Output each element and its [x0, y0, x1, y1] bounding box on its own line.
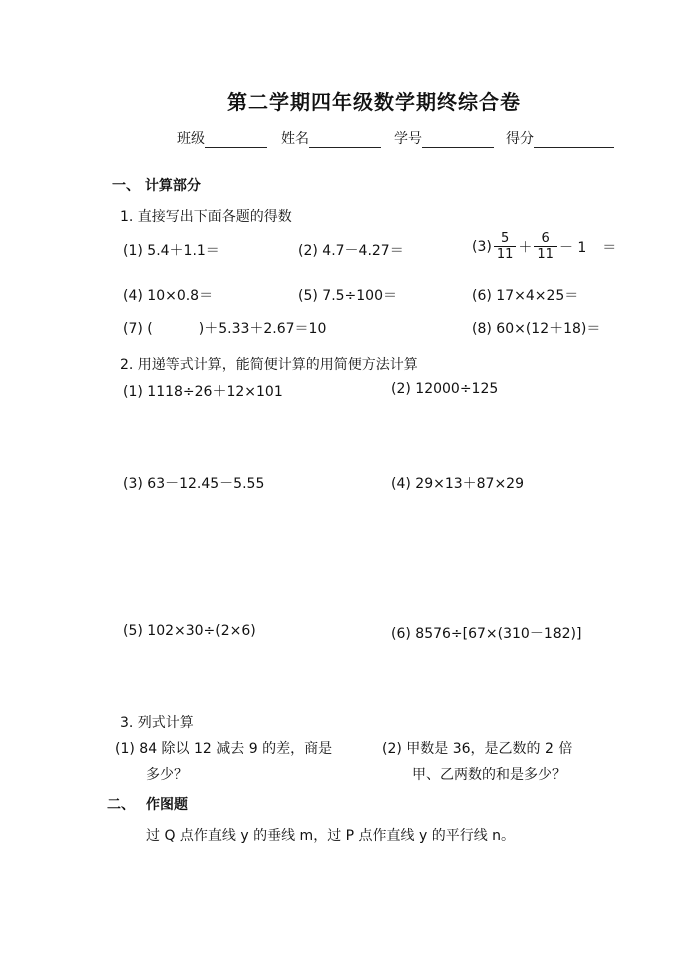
- student-id-blank[interactable]: [422, 133, 494, 148]
- p1-3: [472, 231, 616, 262]
- name-label: 姓名: [281, 131, 309, 147]
- section1-heading: 一、 计算部分: [112, 178, 201, 194]
- fraction-denominator: 11: [534, 246, 557, 262]
- p1-3-tail: － 1: [558, 239, 587, 256]
- exam-title: 第二学期四年级数学期终综合卷: [227, 90, 521, 114]
- p1-3-label: (3): [472, 238, 492, 255]
- p1-7: [123, 318, 326, 338]
- p1-7-rest: )＋5.33＋2.67＝10: [198, 321, 327, 337]
- part1-heading: 1. 直接写出下面各题的得数: [120, 209, 292, 225]
- part2-heading: 2. 用递等式计算，能简便计算的用简便方法计算: [120, 357, 418, 373]
- fraction-numerator: 5: [500, 231, 510, 246]
- p2-1: (1) 1118÷26＋12×101: [123, 384, 283, 400]
- p1-3-equals: ＝: [602, 239, 617, 256]
- p3-2-line2: 甲、乙两数的和是多少？: [412, 767, 566, 783]
- p3-1-line2: 多少？: [146, 767, 188, 783]
- p3-2-line1: (2) 甲数是 36，是乙数的 2 倍: [382, 741, 573, 757]
- p1-1: (1) 5.4＋1.1＝: [123, 243, 220, 259]
- p1-6: (6) 17×4×25＝: [472, 288, 579, 304]
- p2-3: (3) 63－12.45－5.55: [123, 476, 265, 492]
- p3-1-line1: (1) 84 除以 12 减去 9 的差，商是: [115, 741, 333, 757]
- p2-5: (5) 102×30÷(2×6): [123, 623, 256, 639]
- class-field: [177, 128, 267, 148]
- score-blank[interactable]: [534, 133, 614, 148]
- fraction-denominator: 11: [494, 246, 517, 262]
- fraction-5-11: [494, 231, 517, 262]
- p2-6: (6) 8576÷[67×(310－182)]: [391, 626, 582, 642]
- score-label: 得分: [506, 131, 534, 147]
- class-label: 班级: [177, 131, 205, 147]
- fraction-6-11: [534, 231, 557, 262]
- plus-sign: ＋: [518, 239, 533, 256]
- part3-heading: 3. 列式计算: [120, 715, 194, 731]
- p1-8: (8) 60×(12＋18)＝: [472, 321, 601, 337]
- p1-7-open: (7) (: [123, 321, 153, 337]
- name-field: [281, 128, 381, 148]
- name-blank[interactable]: [309, 133, 381, 148]
- section2-text: 过 Q 点作直线 y 的垂线 m，过 P 点作直线 y 的平行线 n。: [146, 828, 516, 844]
- student-id-field: [394, 128, 494, 148]
- p1-5: (5) 7.5÷100＝: [298, 288, 397, 304]
- class-blank[interactable]: [205, 133, 267, 148]
- score-field: [506, 128, 614, 148]
- p1-2: (2) 4.7－4.27＝: [298, 243, 404, 259]
- section2-heading: 作图题: [146, 797, 188, 813]
- p2-2: (2) 12000÷125: [391, 381, 499, 397]
- student-id-label: 学号: [394, 131, 422, 147]
- fraction-numerator: 6: [541, 231, 550, 246]
- p1-4: (4) 10×0.8＝: [123, 288, 214, 304]
- p2-4: (4) 29×13＋87×29: [391, 476, 524, 492]
- section2-number: 二、: [107, 797, 135, 813]
